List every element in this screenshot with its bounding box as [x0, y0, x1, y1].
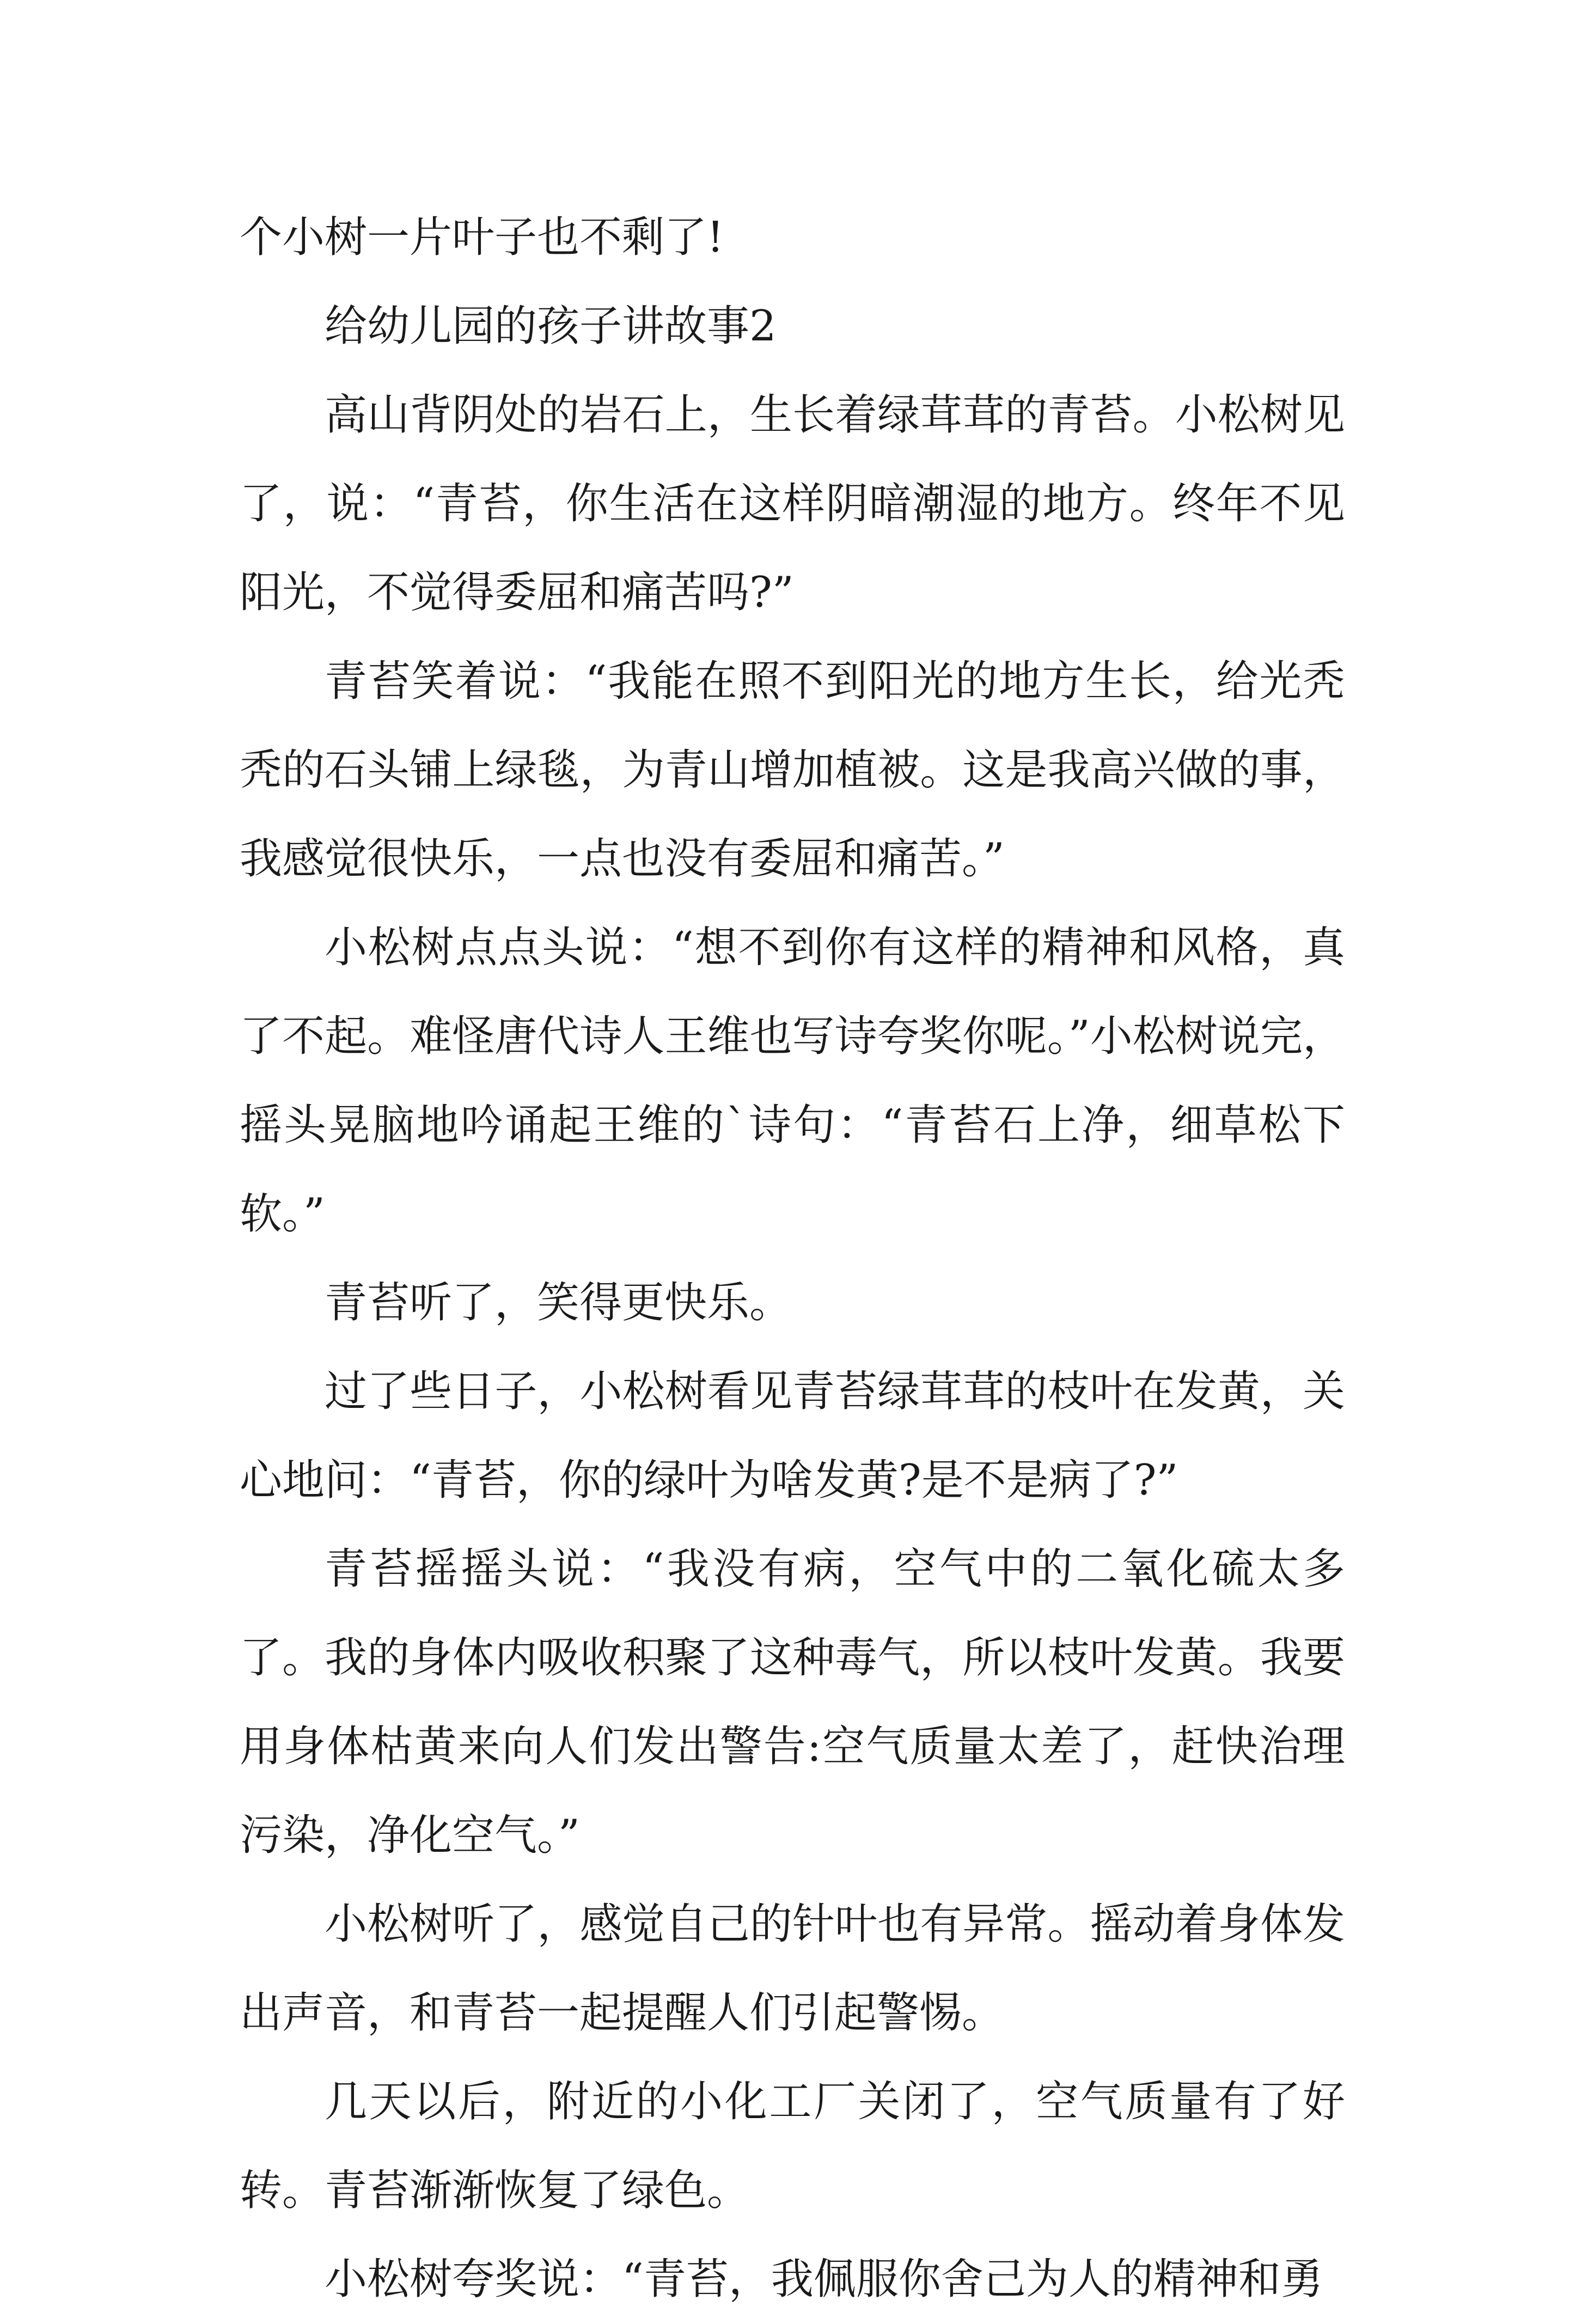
paragraph: 高山背阴处的岩石上，生长着绿茸茸的青苔。小松树见了，说：“青苔，你生活在这样阴暗潮湿的地方。终年不见阳光，不觉得委屈和痛苦吗?”: [240, 391, 1345, 617]
paragraph: 小松树夸奖说：“青苔，我佩服你舍己为人的精神和勇: [325, 2255, 1323, 2304]
paragraph: 青苔听了，笑得更快乐。: [325, 1278, 792, 1327]
paragraph: 过了些日子，小松树看见青苔绿茸茸的枝叶在发黄，关心地问：“青苔，你的绿叶为啥发黄?是不是病了?”: [240, 1367, 1345, 1505]
paragraph: 小松树听了，感觉自己的针叶也有异常。摇动着身体发出声音，和青苔一起提醒人们引起警惕。: [240, 1900, 1345, 2038]
paragraph: 小松树点点头说：“想不到你有这样的精神和风格，真了不起。难怪唐代诗人王维也写诗夸奖你呢。”小松树说完，摇头晃脑地吟诵起王维的`诗句：“青苔石上净，细草松下软。”: [240, 923, 1345, 1239]
paragraph: 青苔摇摇头说：“我没有病，空气中的二氧化硫太多了。我的身体内吸收积聚了这种毒气，所以枝叶发黄。我要用身体枯黄来向人们发出警告:空气质量太差了，赶快治理污染，净化空气。”: [240, 1545, 1345, 1860]
section-title: 给幼儿园的孩子讲故事2: [325, 302, 777, 351]
document-body: [240, 193, 1345, 2324]
paragraph: 几天以后，附近的小化工厂关闭了，空气质量有了好转。青苔渐渐恢复了绿色。: [240, 2077, 1345, 2215]
paragraph-continuation: 个小树一片叶子也不剩了!: [240, 213, 724, 262]
paragraph: 青苔笑着说：“我能在照不到阳光的地方生长，给光秃秃的石头铺上绿毯，为青山增加植被。这是我高兴做的事，我感觉很快乐，一点也没有委屈和痛苦。”: [240, 657, 1345, 883]
